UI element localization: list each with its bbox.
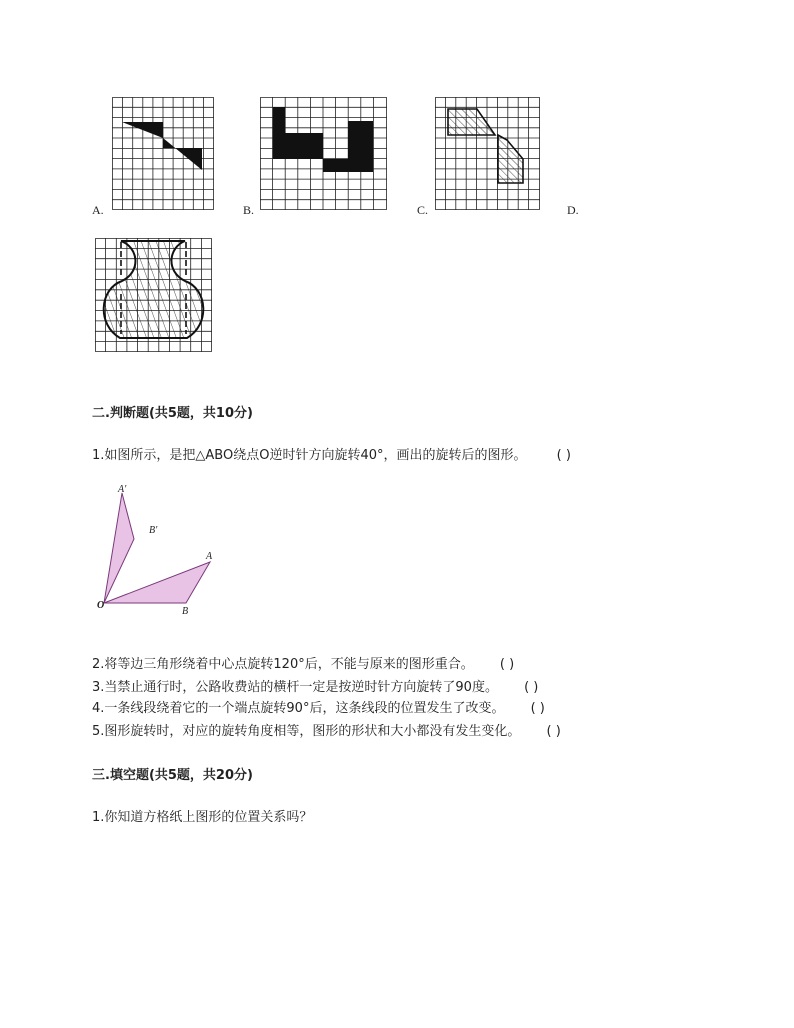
answer-blank-2-4[interactable]: ( ) (530, 701, 545, 716)
triangle-rotated (104, 493, 134, 603)
shape-b-right (323, 121, 373, 172)
answer-blank-2-2[interactable]: ( ) (499, 657, 515, 672)
option-d-grid-figure (95, 238, 212, 352)
question-2-4 (92, 697, 545, 716)
vase-shape (104, 241, 204, 338)
answer-blank-2-5[interactable]: ( ) (546, 724, 561, 739)
option-c-label[interactable]: C. (417, 203, 429, 217)
label-b: B (182, 606, 189, 617)
label-b-prime: B' (149, 525, 158, 536)
shape-c-top (448, 109, 495, 135)
option-a-label[interactable]: A. (92, 203, 104, 217)
option-d-label[interactable]: D. (567, 203, 579, 217)
shape-a-right (163, 138, 202, 170)
answer-blank-2-3[interactable]: ( ) (524, 680, 539, 695)
option-b-grid-figure (260, 97, 387, 210)
question-2-5-text: 5.图形旋转时，对应的旋转角度相等，图形的形状和大小都没有发生变化。 (92, 724, 521, 739)
label-a: A (206, 551, 213, 562)
section3-heading: 三.填空题(共5题，共20分) (92, 768, 253, 783)
question-2-2-text: 2.将等边三角形绕着中心点旋转120°后，不能与原来的图形重合。 (92, 657, 474, 672)
question-2-2 (92, 653, 514, 672)
question-2-3 (92, 676, 538, 695)
question-2-5 (92, 720, 561, 739)
label-a-prime: A' (118, 484, 127, 495)
question-2-1-text: 1.如图所示，是把△ABO绕点O逆时针方向旋转40°，画出的旋转后的图形。 (92, 448, 527, 463)
shape-c-bottom (498, 135, 523, 183)
question-2-1 (92, 444, 571, 463)
rotation-figure (94, 481, 218, 621)
label-o: O (97, 600, 105, 611)
option-b-label[interactable]: B. (243, 203, 255, 217)
section2-heading: 二.判断题(共5题，共10分) (92, 406, 253, 421)
option-a-grid-figure (112, 97, 214, 210)
question-3-1: 1.你知道方格纸上图形的位置关系吗？ (92, 810, 313, 825)
question-2-4-text: 4.一条线段绕着它的一个端点旋转90°后，这条线段的位置发生了改变。 (92, 701, 505, 716)
question-2-3-text: 3.当禁止通行时，公路收费站的横杆一定是按逆时针方向旋转了90度。 (92, 680, 498, 695)
option-c-grid-figure (435, 97, 540, 210)
answer-blank-2-1[interactable]: ( ) (556, 448, 571, 463)
